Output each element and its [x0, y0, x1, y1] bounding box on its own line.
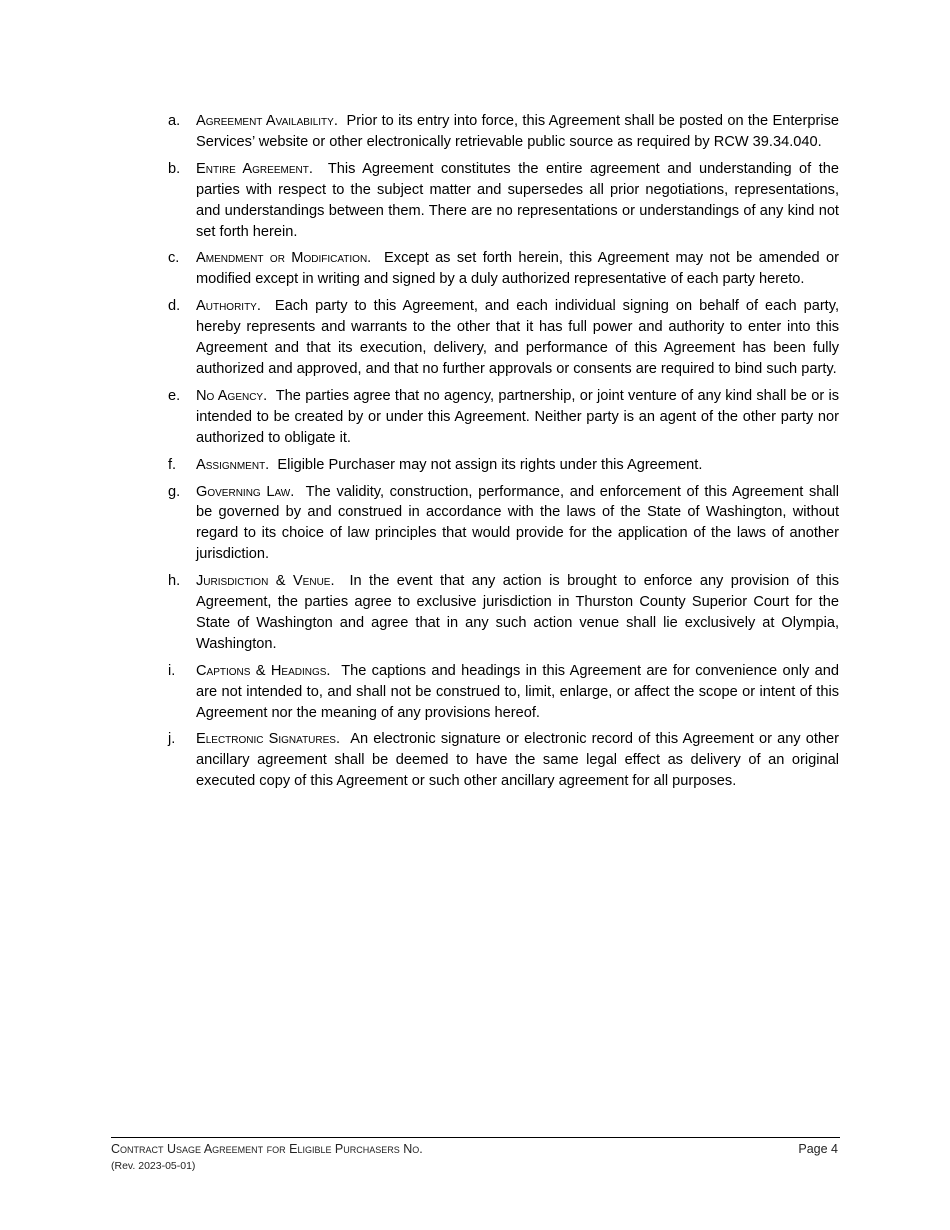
clause-title: Governing Law.	[196, 483, 295, 500]
clause-title: Entire Agreement.	[196, 160, 313, 177]
clause-item	[168, 482, 839, 566]
clause-text: An electronic signature or electronic record of this Agreement or any other ancillary agreement shall be deemed to have the same legal effect as delivery of an original executed copy of this Agreement or such other ancillary agreement for all purposes.	[196, 731, 839, 790]
clause-title: Assignment.	[196, 456, 270, 473]
clause-list	[168, 111, 839, 798]
clause-item	[168, 296, 839, 380]
clause-marker: f.	[168, 456, 177, 473]
clause-item	[168, 455, 839, 476]
clause-item	[168, 386, 839, 449]
footer-document-title: Contract Usage Agreement for Eligible Purchasers No.	[111, 1142, 423, 1156]
clause-marker: b.	[168, 160, 181, 177]
footer-page-number: Page 4	[798, 1142, 838, 1156]
clause-marker: j.	[168, 731, 176, 748]
clause-item	[168, 571, 839, 655]
clause-text: Except as set forth herein, this Agreement may not be amended or modified except in writing and signed by a duly authorized representative of each party hereto.	[196, 250, 840, 288]
clause-text: The validity, construction, performance, and enforcement of this Agreement shall be governed by and construed in accordance with the laws of the State of Washington, without regard to its choice of law principles that would provide for the application of the laws of another jurisdiction.	[196, 483, 840, 563]
clause-marker: h.	[168, 573, 181, 590]
clause-item	[168, 248, 839, 290]
clause-title: Electronic Signatures.	[196, 731, 341, 748]
clause-title: Captions & Headings.	[196, 662, 331, 679]
clause-text: Prior to its entry into force, this Agreement shall be posted on the Enterprise Services’ website or other electronically retrievable public source as required by RCW 39.34.040.	[196, 113, 839, 150]
clause-marker: g.	[168, 483, 181, 500]
clause-marker: a.	[168, 113, 181, 129]
clause-text: Eligible Purchaser may not assign its rights under this Agreement.	[277, 456, 703, 473]
footer-revision: (Rev. 2023-05-01)	[111, 1160, 196, 1172]
clause-text: The captions and headings in this Agreement are for convenience only and are not intended to, and shall not be construed to, limit, enlarge, or affect the scope or intent of this Agreement nor the meaning of any provisions hereof.	[196, 662, 839, 721]
clause-title: Jurisdiction & Venue.	[196, 573, 335, 590]
clause-item	[168, 661, 839, 724]
clause-text: Each party to this Agreement, and each individual signing on behalf of each party, hereby represents and warrants to the other that it has full power and authority to enter into this Agreement and that its execution, delivery, and performance of this Agreement has been fully authorized and approved, and that no further approvals or consents are required to bind such party.	[196, 298, 839, 377]
clause-marker: c.	[168, 250, 180, 267]
clause-marker: i.	[168, 662, 176, 679]
footer-divider	[111, 1137, 840, 1138]
clause-title: Amendment or Modification.	[196, 250, 372, 267]
clause-text: The parties agree that no agency, partnership, or joint venture of any kind shall be or is intended to be created by or under this Agreement. Neither party is an agent of the other party nor authorized to obligate it.	[196, 387, 840, 446]
clause-marker: e.	[168, 387, 181, 404]
clause-title: No Agency.	[196, 387, 268, 404]
clause-item	[168, 729, 839, 792]
clause-item	[168, 111, 839, 153]
clause-title: Authority.	[196, 298, 261, 315]
clause-text: In the event that any action is brought to enforce any provision of this Agreement, the parties agree to exclusive jurisdiction in Thurston County Superior Court for the State of Washington and agree that in any such action venue shall lie exclusively at Olympia, Washington.	[196, 573, 840, 652]
clause-title: Agreement Availability.	[196, 113, 338, 129]
clause-text: This Agreement constitutes the entire agreement and understanding of the parties with respect to the subject matter and supersedes all prior negotiations, representations, and understandings between them. There are no representations or understandings of any kind not set forth herein.	[196, 160, 839, 240]
clause-marker: d.	[168, 298, 181, 315]
clause-item	[168, 159, 839, 243]
